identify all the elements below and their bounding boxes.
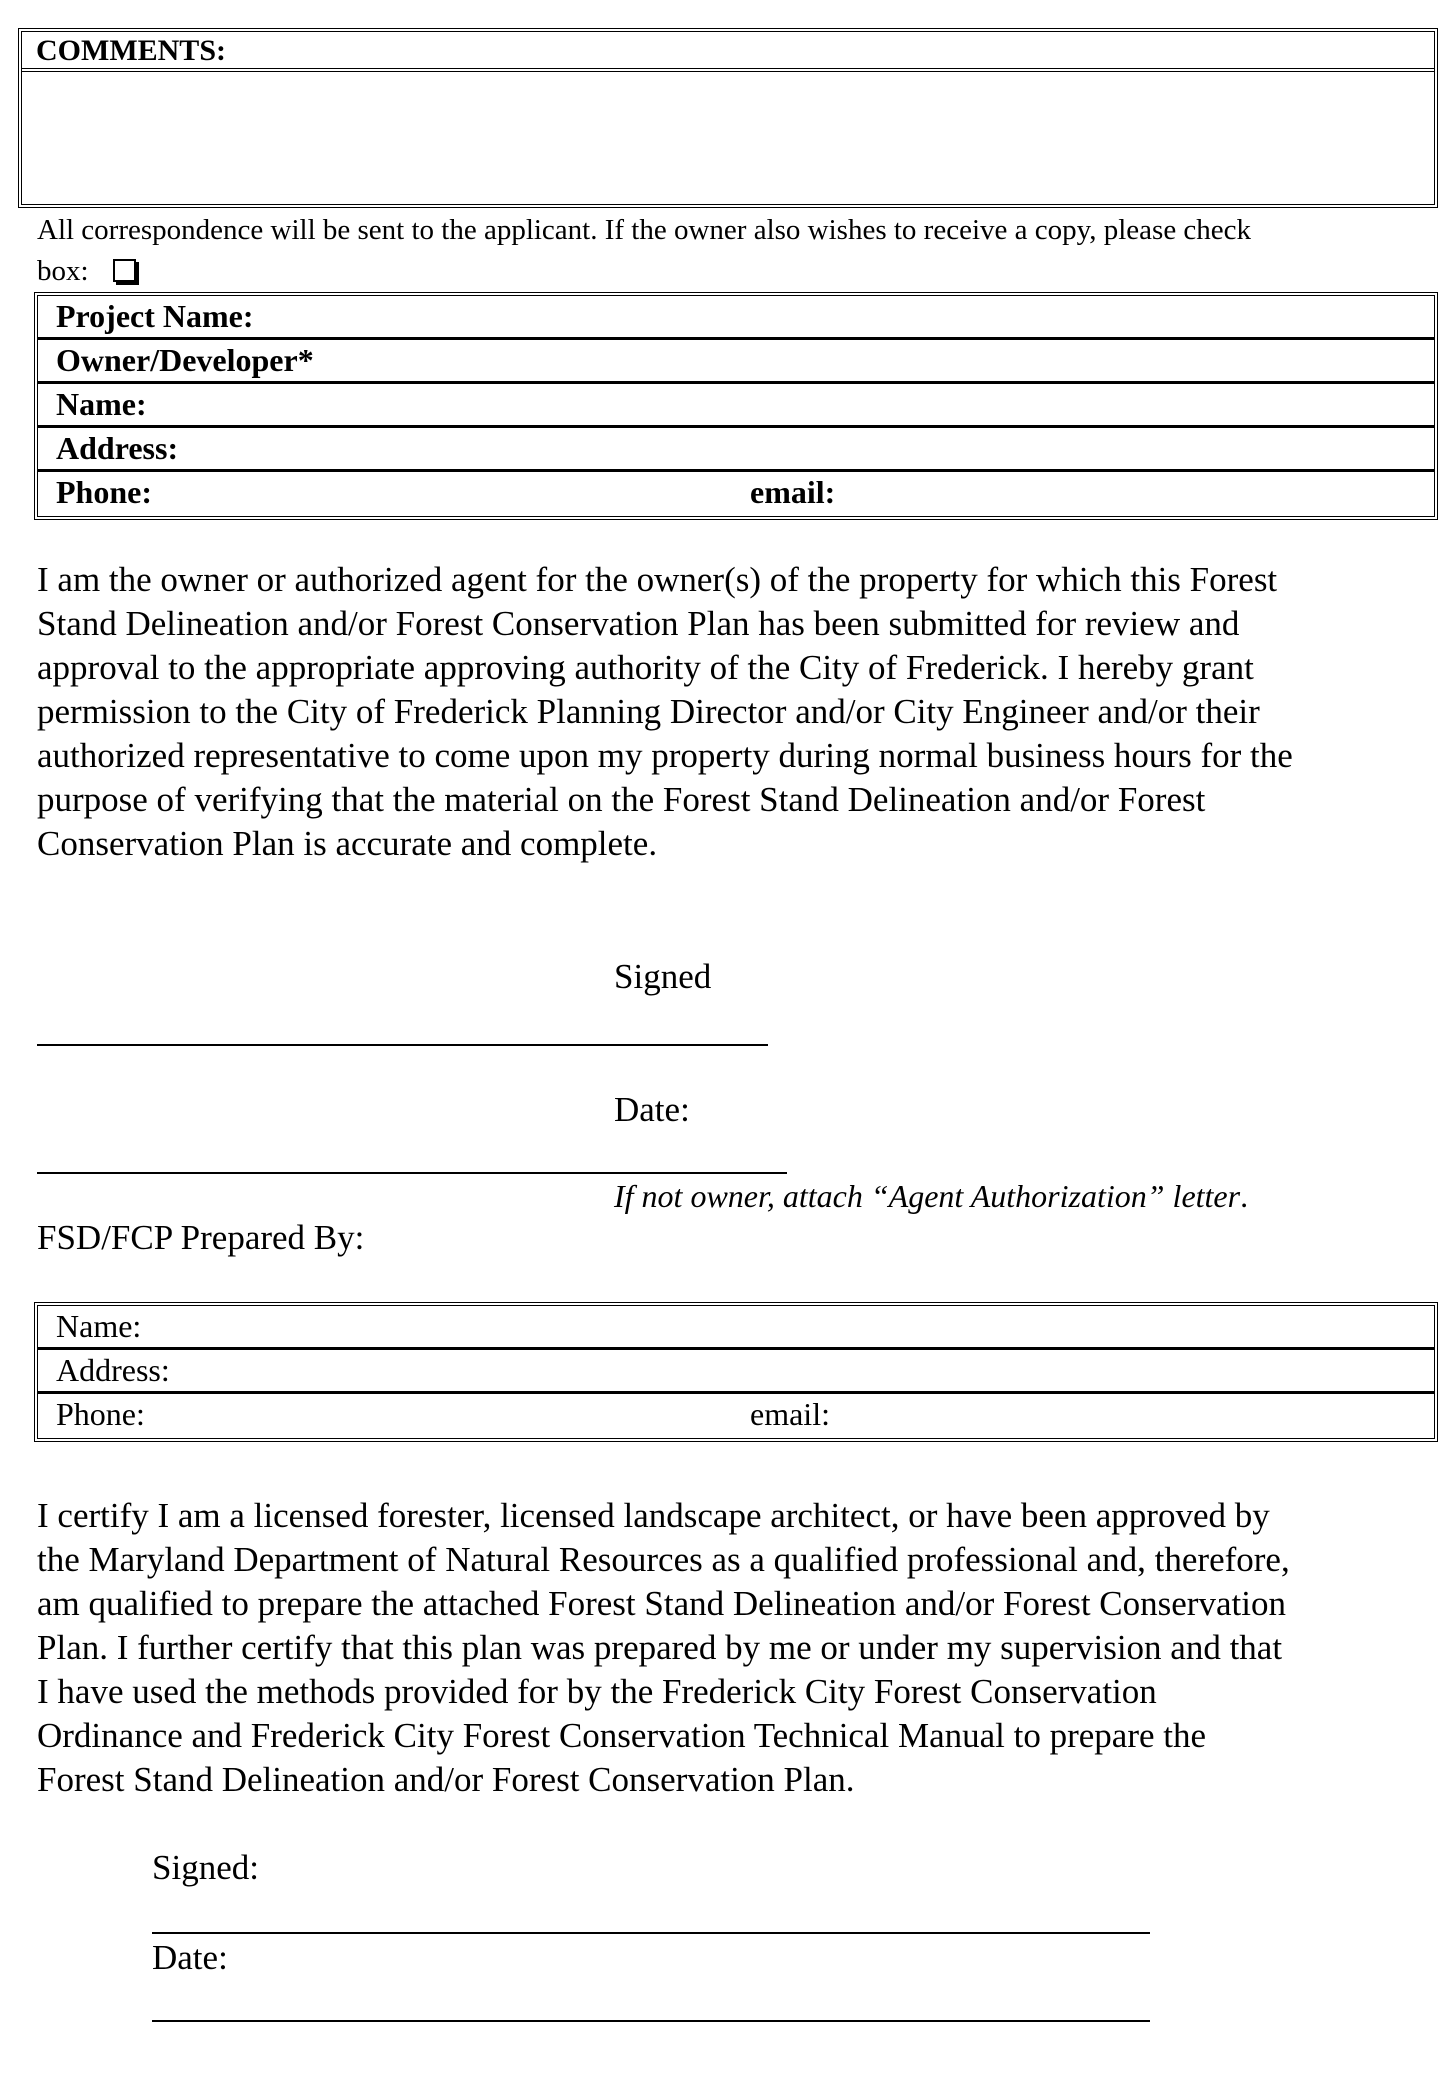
agent-note-text: If not owner, attach “Agent Authorization” letter	[614, 1178, 1241, 1214]
preparer-phone-label: Phone:	[56, 1396, 145, 1432]
preparer-info-table	[34, 1302, 1438, 1442]
preparer-signature-line[interactable]	[152, 1932, 1150, 1934]
certification-line: Forest Stand Delineation and/or Forest Conservation Plan.	[37, 1760, 855, 1799]
owner-address-label: Address:	[56, 430, 179, 466]
certification-line: Plan. I further certify that this plan was prepared by me or under my supervision and that	[37, 1628, 1283, 1667]
owner-copy-checkbox[interactable]	[113, 259, 136, 282]
authorization-line: authorized representative to come upon my property during normal business hours for the	[37, 736, 1293, 775]
certification-line: am qualified to prepare the attached Forest Stand Delineation and/or Forest Conservation	[37, 1584, 1286, 1623]
certification-paragraph	[37, 1494, 1447, 1802]
authorization-line: purpose of verifying that the material on the Forest Stand Delineation and/or Forest	[37, 780, 1206, 819]
owner-phone-label: Phone:	[56, 474, 152, 510]
preparer-signed-label: Signed:	[152, 1848, 259, 1887]
owner-name-row[interactable]	[38, 384, 1434, 428]
preparer-name-row[interactable]	[38, 1306, 1434, 1350]
owner-developer-label: Owner/Developer*	[56, 342, 314, 378]
correspondence-line-1: All correspondence will be sent to the applicant. If the owner also wishes to receive a copy, please check	[37, 214, 1252, 246]
comments-label: COMMENTS:	[22, 32, 1434, 72]
owner-date-label: Date:	[614, 1090, 690, 1129]
certification-line: I certify I am a licensed forester, licensed landscape architect, or have been approved by	[37, 1496, 1270, 1535]
owner-phone-row[interactable]	[38, 472, 1434, 516]
owner-email-label: email:	[750, 474, 836, 510]
preparer-name-label: Name:	[56, 1308, 142, 1344]
owner-signature-line[interactable]	[37, 1044, 768, 1046]
agent-note-period: .	[1240, 1178, 1249, 1214]
owner-signed-label: Signed	[614, 957, 712, 996]
preparer-email-label: email:	[750, 1396, 830, 1432]
certification-line: I have used the methods provided for by the Frederick City Forest Conservation	[37, 1672, 1157, 1711]
preparer-address-label: Address:	[56, 1352, 170, 1388]
preparer-date-label: Date:	[152, 1938, 228, 1977]
authorization-line: Stand Delineation and/or Forest Conservation Plan has been submitted for review and	[37, 604, 1240, 643]
preparer-phone-row[interactable]	[38, 1394, 1434, 1438]
authorization-line: Conservation Plan is accurate and complete.	[37, 824, 658, 863]
authorization-paragraph	[37, 558, 1447, 866]
agent-authorization-note	[614, 1174, 1248, 1218]
owner-address-row[interactable]	[38, 428, 1434, 472]
certification-line: the Maryland Department of Natural Resources as a qualified professional and, therefore,	[37, 1540, 1290, 1579]
authorization-line: I am the owner or authorized agent for the owner(s) of the property for which this Forest	[37, 560, 1278, 599]
correspondence-line-2	[37, 251, 1437, 292]
preparer-address-row[interactable]	[38, 1350, 1434, 1394]
project-name-row[interactable]	[38, 296, 1434, 340]
box-label: box:	[37, 255, 89, 287]
authorization-line: permission to the City of Frederick Planning Director and/or City Engineer and/or their	[37, 692, 1260, 731]
authorization-line: approval to the appropriate approving authority of the City of Frederick. I hereby grant	[37, 648, 1254, 687]
prepared-by-label: FSD/FCP Prepared By:	[37, 1218, 365, 1257]
correspondence-note	[37, 210, 1437, 292]
project-name-label: Project Name:	[56, 298, 254, 334]
project-info-table	[34, 292, 1438, 520]
preparer-date-line[interactable]	[152, 2020, 1150, 2022]
owner-name-label: Name:	[56, 386, 147, 422]
owner-developer-row[interactable]	[38, 340, 1434, 384]
certification-line: Ordinance and Frederick City Forest Conservation Technical Manual to prepare the	[37, 1716, 1207, 1755]
